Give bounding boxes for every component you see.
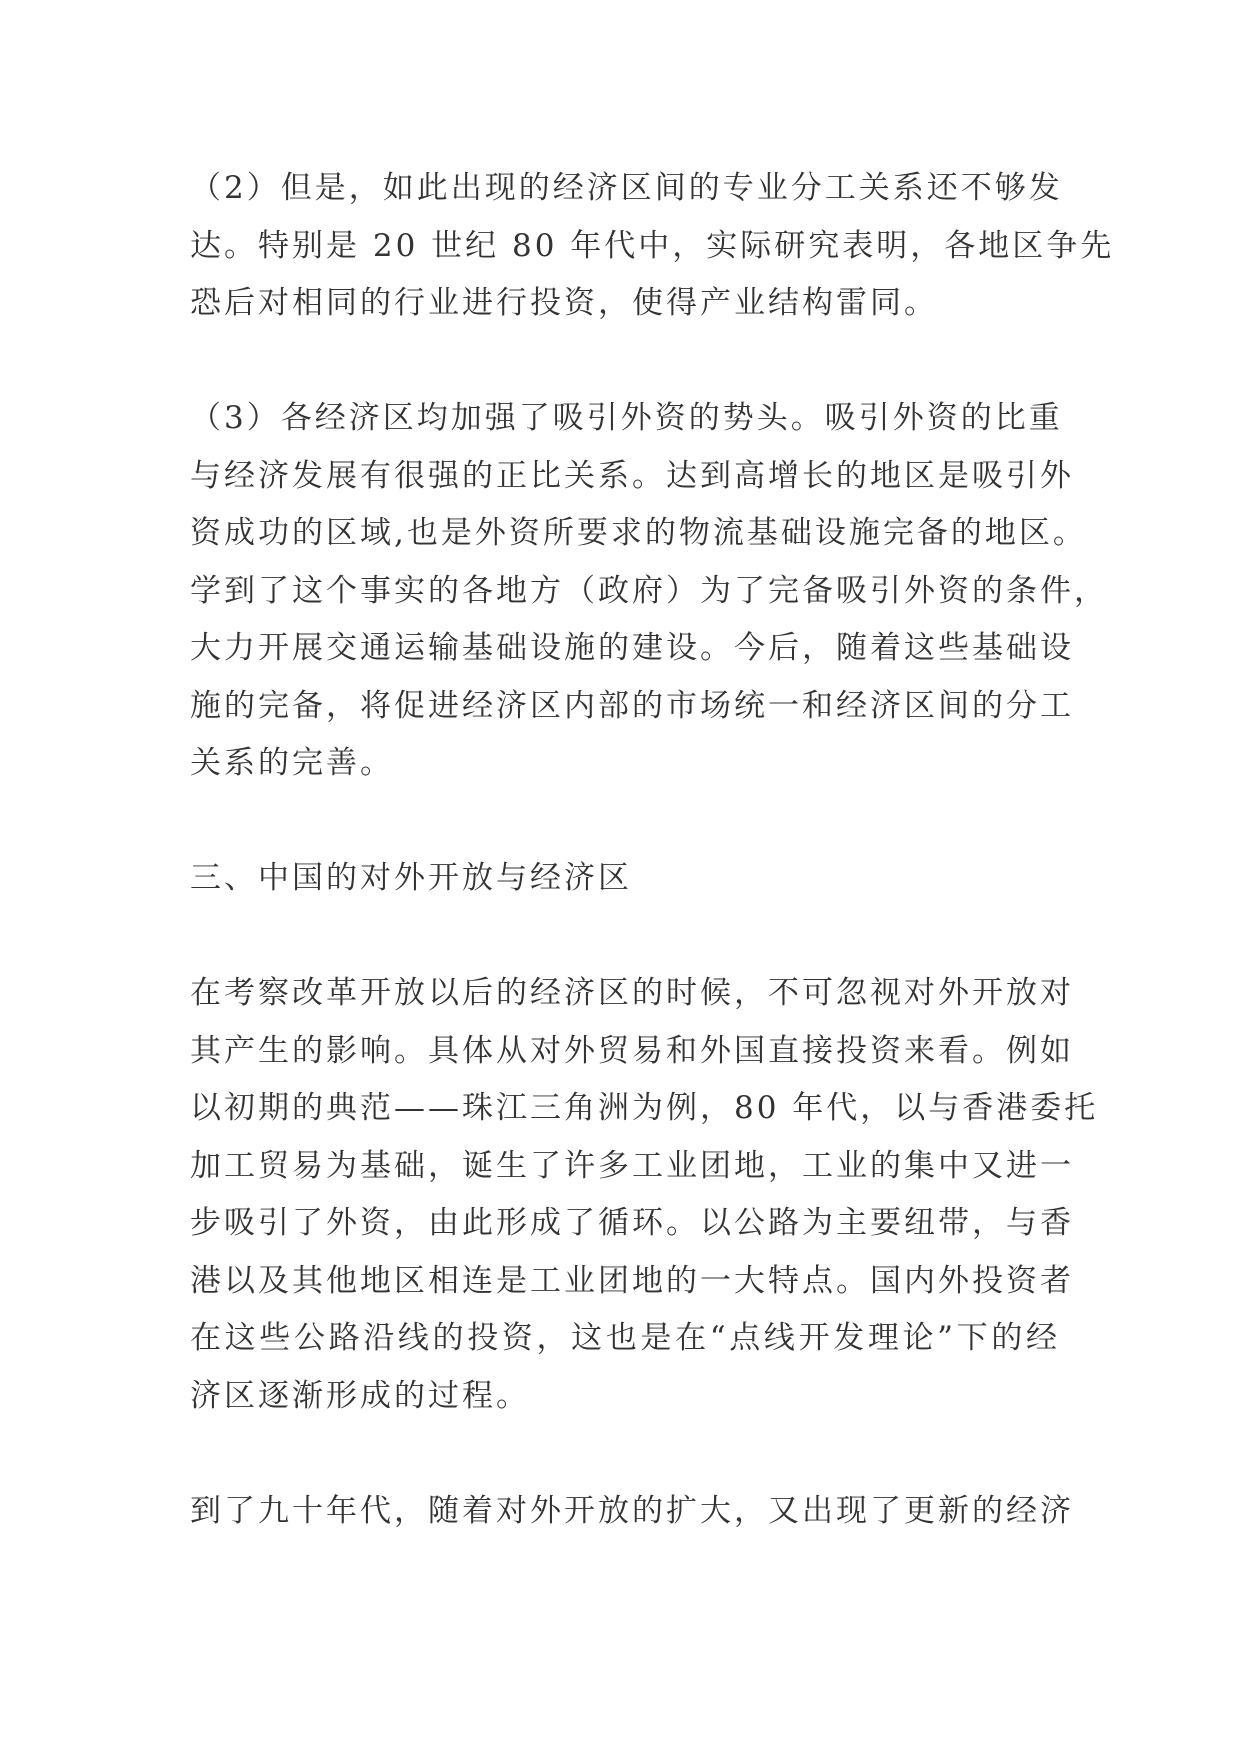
text-line: 关系的完善。 [190, 745, 394, 781]
paragraph-opening [190, 965, 1099, 1425]
text-line: 达。特别是 20 世纪 80 年代中，实际研究表明，各地区争先 [190, 227, 1115, 264]
text-line: 其产生的影响。具体从对外贸易和外国直接投资来看。例如 [190, 1032, 1074, 1069]
paragraph-nineties [190, 1483, 1074, 1541]
paragraph-spacer [190, 793, 1060, 851]
paragraph-point-3 [190, 390, 1108, 793]
text-line: 在这些公路沿线的投资，这也是在“点线开发理论”下的经 [190, 1320, 1060, 1356]
text-line: 大力开展交通运输基础设施的建设。今后，随着这些基础设 [190, 630, 1074, 666]
document-body [190, 160, 1115, 1540]
paragraph-spacer [190, 1425, 1060, 1483]
text-line: 加工贸易为基础，诞生了许多工业团地，工业的集中又进一 [190, 1147, 1074, 1184]
text-line: 步吸引了外资，由此形成了循环。以公路为主要纽带，与香 [190, 1205, 1074, 1241]
paragraph-spacer [190, 908, 1060, 966]
text-line: 资成功的区域,也是外资所要求的物流基础设施完备的地区。 [190, 515, 1087, 551]
text-line: 到了九十年代，随着对外开放的扩大，又出现了更新的经济 [190, 1492, 1074, 1529]
paragraph-point-2 [190, 160, 1115, 333]
section-heading-text: 三、中国的对外开放与经济区 [190, 860, 632, 896]
text-line: 与经济发展有很强的正比关系。达到高增长的地区是吸引外 [190, 457, 1074, 494]
text-line: 济区逐渐形成的过程。 [190, 1377, 530, 1414]
text-line: 以初期的典范——珠江三角洲为例，80 年代，以与香港委托 [190, 1090, 1099, 1126]
text-line: 港以及其他地区相连是工业团地的一大特点。国内外投资者 [190, 1262, 1074, 1299]
text-line: 施的完备，将促进经济区内部的市场统一和经济区间的分工 [190, 687, 1074, 724]
section-heading [190, 850, 1060, 908]
text-line: 在考察改革开放以后的经济区的时候，不可忽视对外开放对 [190, 975, 1074, 1011]
text-line: （2）但是，如此出现的经济区间的专业分工关系还不够发 [190, 170, 1063, 206]
text-line: （3）各经济区均加强了吸引外资的势头。吸引外资的比重 [190, 400, 1063, 436]
text-line: 学到了这个事实的各地方（政府）为了完备吸引外资的条件， [190, 572, 1108, 609]
paragraph-spacer [190, 333, 1060, 391]
text-line: 恐后对相同的行业进行投资，使得产业结构雷同。 [190, 285, 938, 321]
